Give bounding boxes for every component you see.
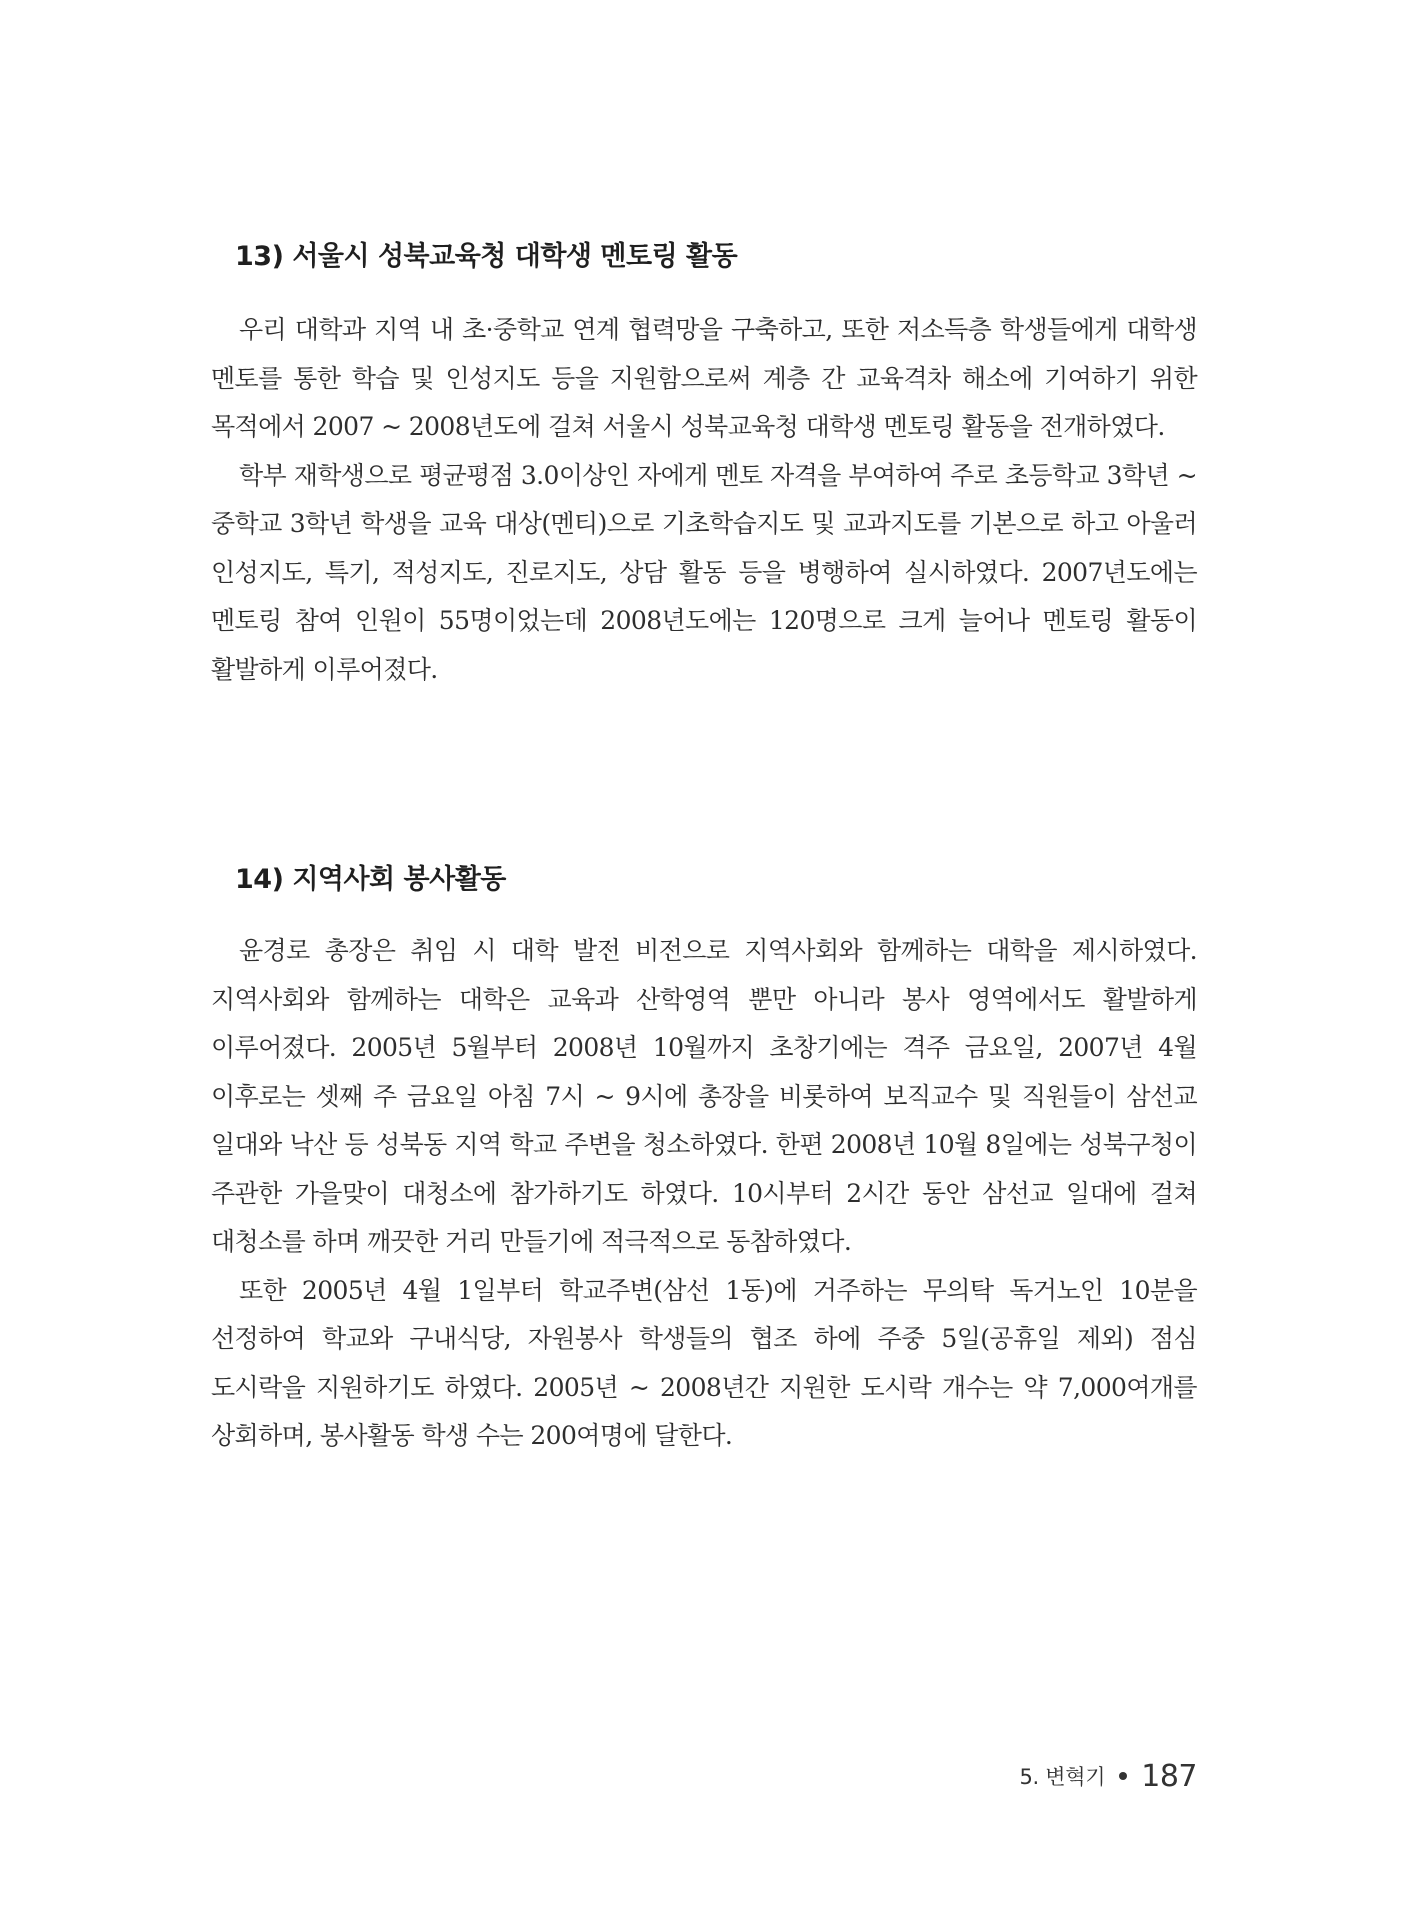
paragraph: 또한 2005년 4월 1일부터 학교주변(삼선 1동)에 거주하는 무의탁 독거노인 10분을 선정하여 학교와 구내식당, 자원봉사 학생들의 협조 하에 주중 5일(공휴일 제외) 점심 도시락을 지원하기도 하였다. 2005년 ~ 2008년간 지원한 도시락 개수는 약 7,000여개를 상회하며, 봉사활동 학생 수는 200여명에 달한다. bbox=[211, 1275, 1197, 1450]
page-footer bbox=[1019, 1752, 1197, 1800]
section-community-service bbox=[211, 855, 1197, 1461]
page-number: 187 bbox=[1141, 1758, 1197, 1794]
paragraph: 윤경로 총장은 취임 시 대학 발전 비전으로 지역사회와 함께하는 대학을 제시하였다. 지역사회와 함께하는 대학은 교육과 산학영역 뿐만 아니라 봉사 영역에서도 활발하게 이루어졌다. 2005년 5월부터 2008년 10월까지 초창기에는 격주 금요일, 2007년 4월 이후로는 셋째 주 금요일 아침 7시 ~ 9시에 총장을 비롯하여 보직교수 및 직원들이 삼선교 일대와 낙산 등 성북동 지역 학교 주변을 청소하였다. 한편 2008년 10월 8일에는 성북구청이 주관한 가을맞이 대청소에 참가하기도 하였다. 10시부터 2시간 동안 삼선교 일대에 걸쳐 대청소를 하며 깨끗한 거리 만들기에 적극적으로 동참하였다. bbox=[211, 936, 1197, 1256]
paragraph: 우리 대학과 지역 내 초·중학교 연계 협력망을 구축하고, 또한 저소득층 학생들에게 대학생 멘토를 통한 학습 및 인성지도 등을 지원함으로써 계층 간 교육격차 해소에 기여하기 위한 목적에서 2007 ~ 2008년도에 걸쳐 서울시 성북교육청 대학생 멘토링 활동을 전개하였다. bbox=[211, 315, 1197, 441]
bullet-separator-icon bbox=[1119, 1772, 1127, 1780]
paragraph: 학부 재학생으로 평균평점 3.0이상인 자에게 멘토 자격을 부여하여 주로 초등학교 3학년 ~ 중학교 3학년 학생을 교육 대상(멘티)으로 기초학습지도 및 교과지도를 기본으로 하고 아울러 인성지도, 특기, 적성지도, 진로지도, 상담 활동 등을 병행하여 실시하였다. 2007년도에는 멘토링 참여 인원이 55명이었는데 2008년도에는 120명으로 크게 늘어나 멘토링 활동이 활발하게 이루어졌다. bbox=[211, 460, 1197, 684]
running-head: 5. 변혁기 bbox=[1019, 1765, 1106, 1789]
section-heading: 13) 서울시 성북교육청 대학생 멘토링 활동 bbox=[235, 241, 738, 272]
section-mentoring bbox=[211, 232, 1197, 694]
section-heading: 14) 지역사회 봉사활동 bbox=[235, 864, 506, 895]
